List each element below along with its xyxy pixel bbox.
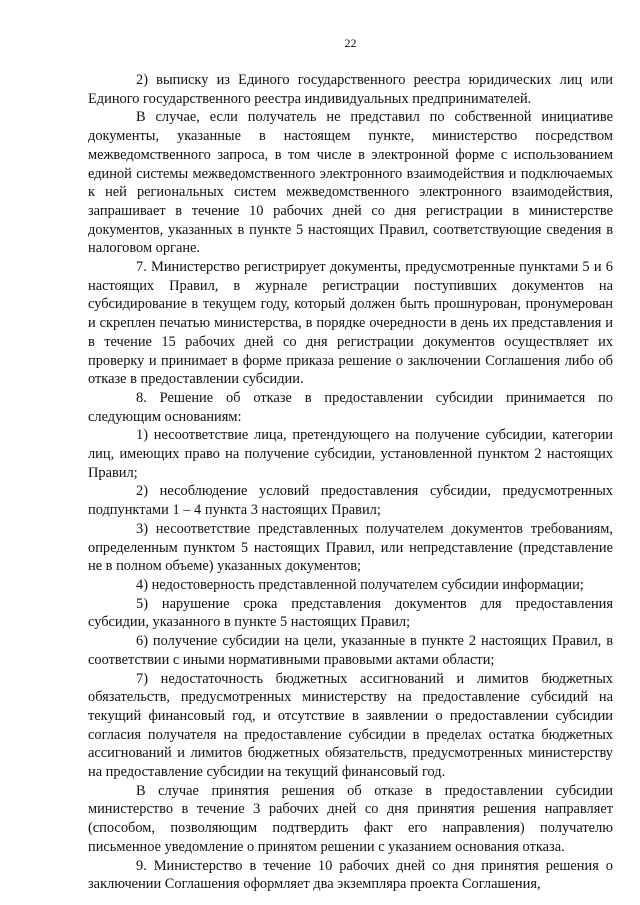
paragraph: 4) недостоверность представленной получателем субсидии информации; bbox=[136, 576, 584, 593]
paragraph: 6) получение субсидии на цели, указанные в пункте 2 настоящих Правил, в соответствии с иными нормативными правовыми актами области; bbox=[88, 633, 613, 668]
paragraph: В случае принятия решения об отказе в предоставлении субсидии министерство в течение 3 рабочих дней со дня принятия решения направляет (способом, позволяющим подтвердить факт его направления) получателю письменное уведомление о принятом решении с указанием основания отказа. bbox=[88, 782, 613, 855]
paragraph: В случае, если получатель не представил по собственной инициативе документы, указанные в настоящем пункте, министерство посредством межведомственного запроса, в том числе в электронной форме с использованием единой системы межведомственного электронного взаимодействия и подключаемых к ней региональных систем межведомственного электронного взаимодействия, запрашивает в течение 10 рабочих дней со дня регистрации в министерстве документов, указанных в пункте 5 настоящих Правил, соответствующие сведения в налоговом органе. bbox=[88, 109, 613, 257]
paragraph: 7. Министерство регистрирует документы, предусмотренные пунктами 5 и 6 настоящих Правил, в журнале регистрации поступивших документов на субсидирование в текущем году, который должен быть прошнурован, пронумерован и скреплен печатью министерства, в порядке очередности в день их представления и в течение 15 рабочих дней со дня регистрации документов осуществляет их проверку и принимает в форме приказа решение о заключении Соглашения либо об отказе в предоставлении субсидии. bbox=[88, 259, 613, 388]
paragraph: 5) нарушение срока представления документов для предоставления субсидии, указанного в пункте 5 настоящих Правил; bbox=[88, 595, 613, 631]
paragraph: 3) несоответствие представленных получателем документов требованиям, определенным пунктом 5 настоящих Правил, или непредставление (представление не в полном объеме) указанных документов; bbox=[88, 520, 613, 575]
paragraph: 2) выписку из Единого государственного реестра юридических лиц или Единого государственного реестра индивидуальных предпринимателей. bbox=[88, 72, 613, 107]
paragraph: 7) недостаточность бюджетных ассигнований и лимитов бюджетных обязательств, предусмотренных министерству на предоставление субсидий на текущий финансовый год, и отсутствие в заявлении о предоставлении субсидии согласия получателя на предоставление субсидии в пределах остатка бюджетных ассигнований и лимитов бюджетных обязательств, предусмотренных министерству на предоставление субсидии на текущий финансовый год. bbox=[88, 670, 613, 781]
paragraph: 1) несоответствие лица, претендующего на получение субсидии, категории лиц, имеющих право на получение субсидии, установленной пунктом 2 настоящих Правил; bbox=[88, 427, 613, 481]
paragraph: 8. Решение об отказе в предоставлении субсидии принимается по следующим основаниям: bbox=[88, 389, 613, 425]
page-number: 22 bbox=[344, 36, 357, 50]
document-body bbox=[88, 71, 613, 894]
paragraph: 2) несоблюдение условий предоставления субсидии, предусмотренных подпунктами 1 – 4 пункта 3 настоящих Правил; bbox=[88, 483, 613, 519]
paragraph: 9. Министерство в течение 10 рабочих дней со дня принятия решения о заключении Соглашения оформляет два экземпляра проекта Соглашения, bbox=[88, 857, 613, 893]
